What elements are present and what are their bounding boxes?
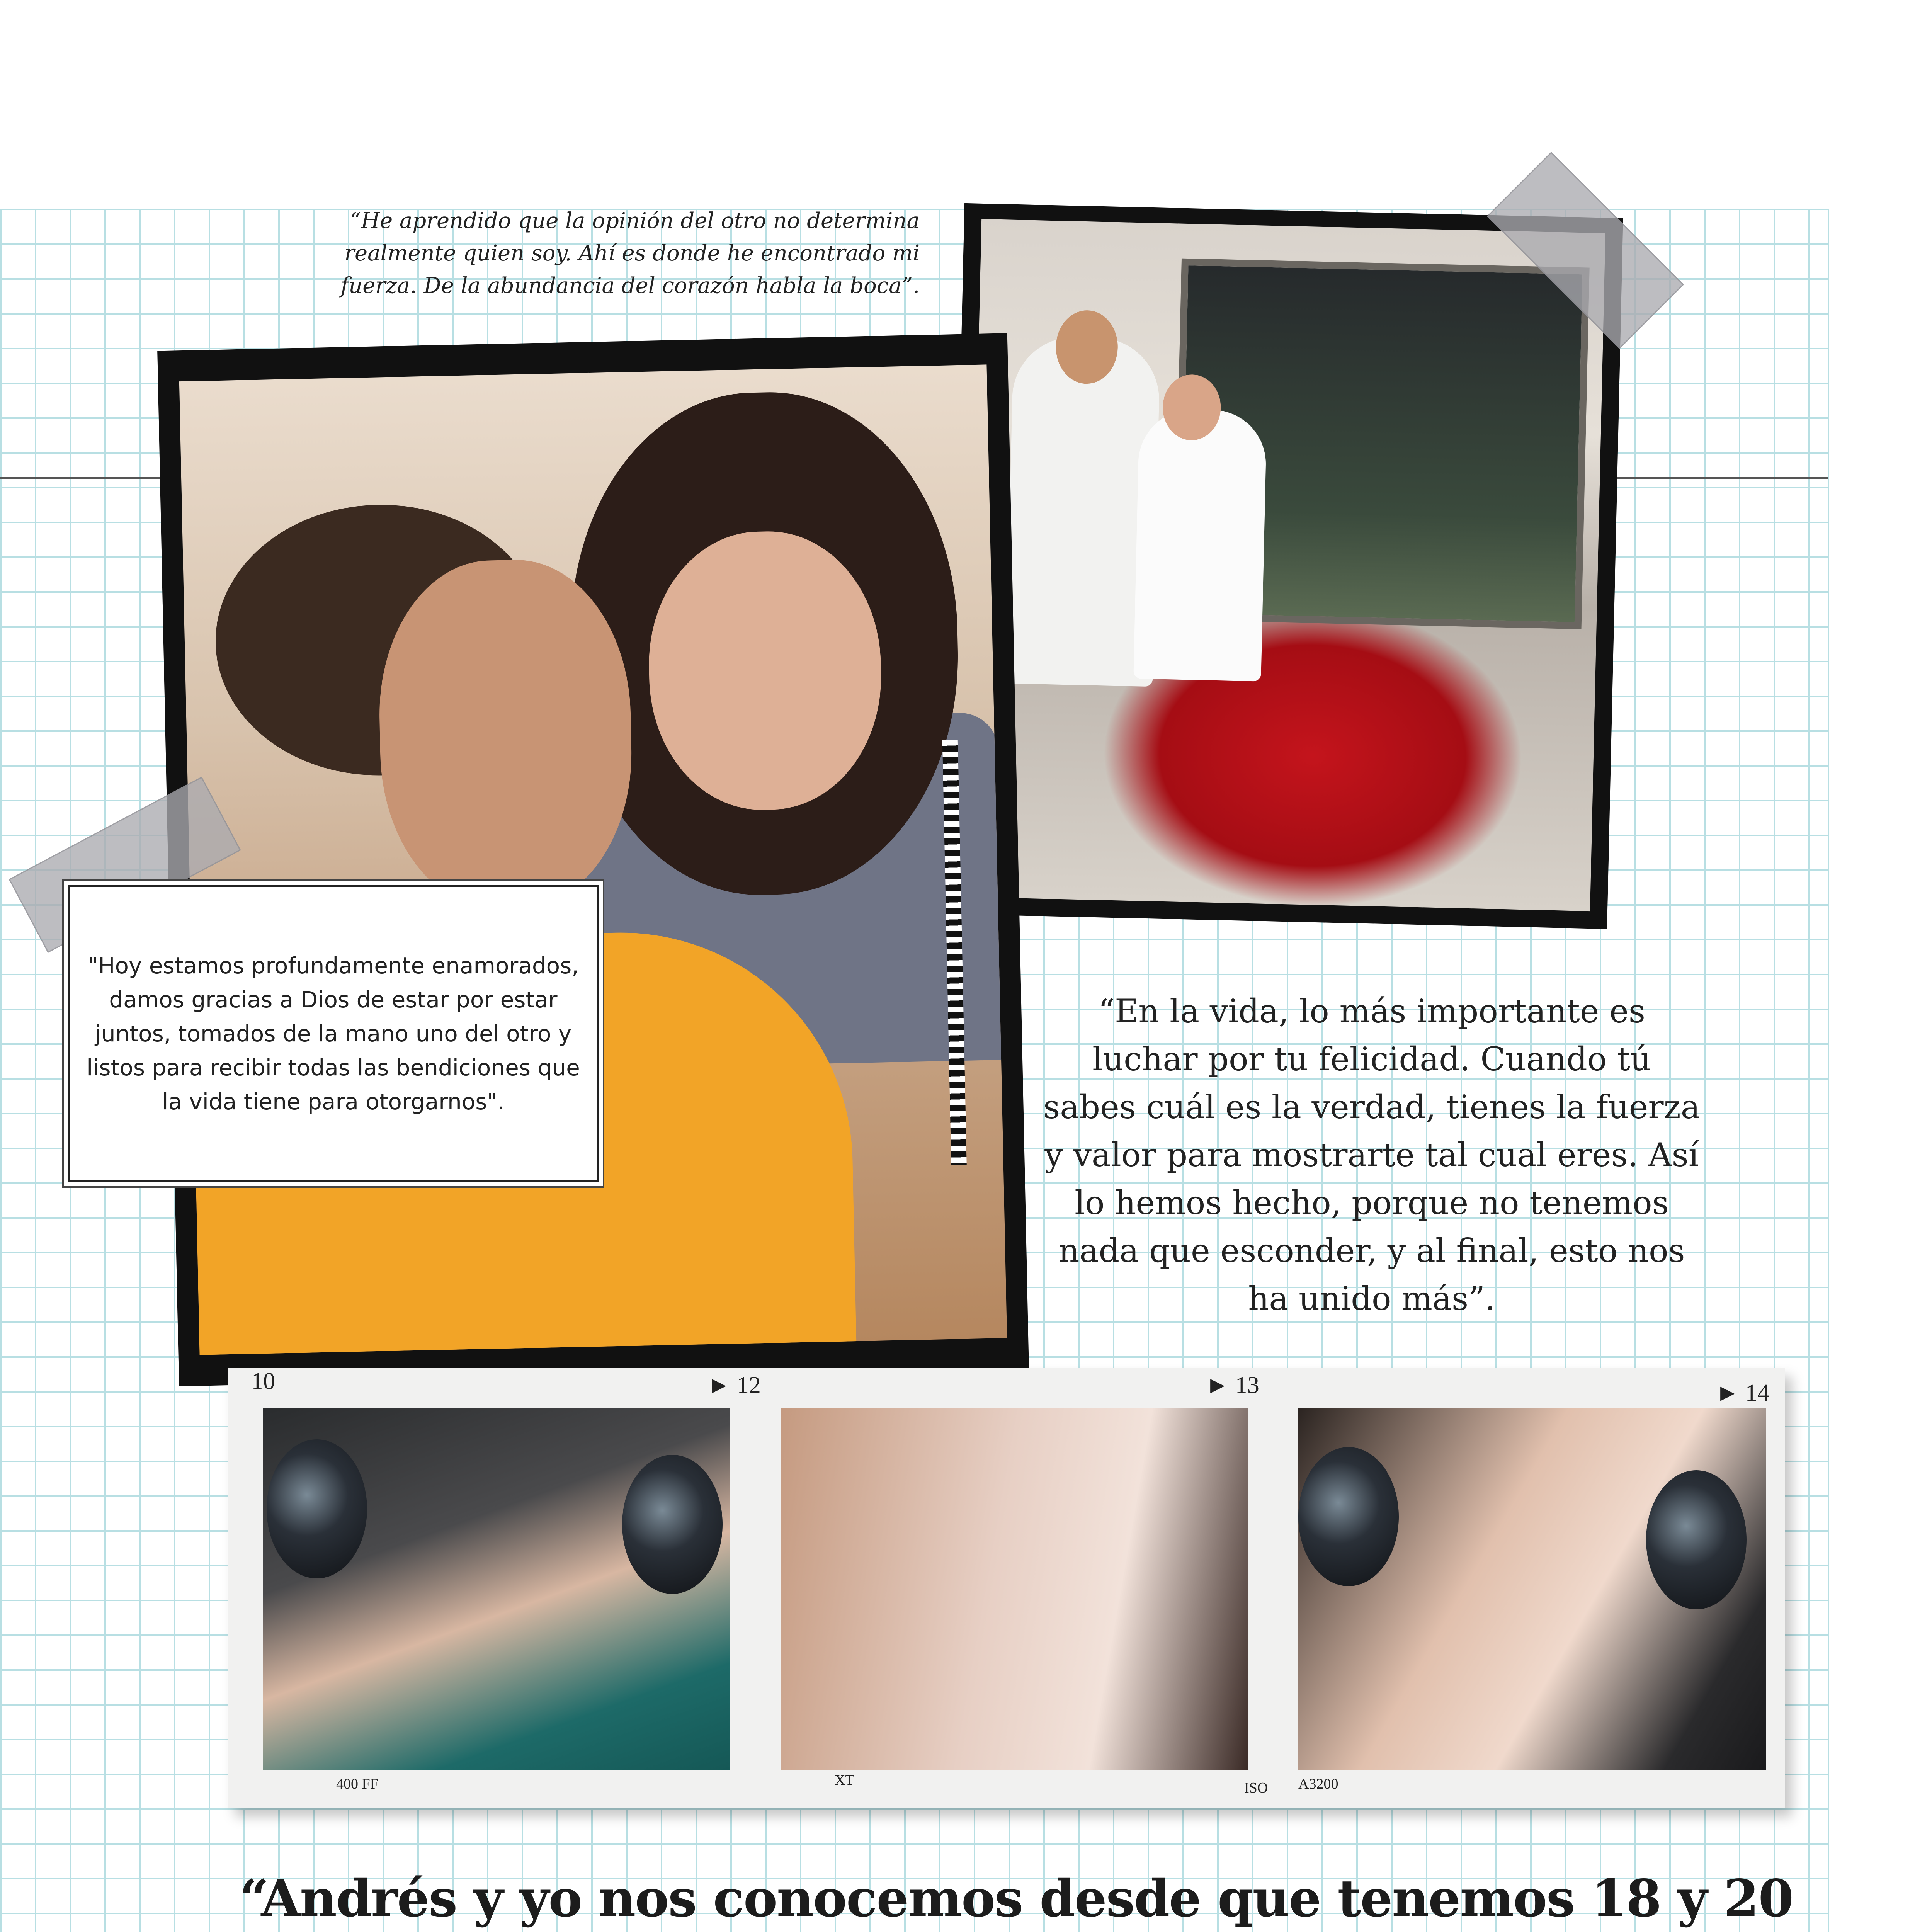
quote-big: “Andrés y yo nos conocemos desde que tenemos 18 y 20 [239, 1869, 1793, 1929]
film-code: ISO [1244, 1780, 1268, 1796]
quote-box-text: "Hoy estamos profundamente enamorados, damos gracias a Dios de estar por estar juntos, tomados de la mano uno del otro y listos para recibir todas las bendiciones que la vida tiene para otorgarnos". [87, 952, 580, 1115]
photo-frame-couple [157, 333, 1029, 1386]
headphone-icon [267, 1439, 367, 1578]
quote-right: “En la vida, lo más importante es luchar por tu felicidad. Cuando tú sabes cuál es la verdad, tienes la fuerza y valor para mostrarte tal cual eres. Así lo hemos hecho, porque no tenemos nada que esconder, y al final, esto nos ha unido más”. [1043, 992, 1700, 1318]
photo-couple-forehead [179, 364, 1007, 1355]
film-photo-headphones-hug [263, 1408, 730, 1770]
film-number: 10 [251, 1368, 275, 1395]
film-number: ► 12 [707, 1372, 761, 1398]
film-number: ► 13 [1206, 1372, 1259, 1398]
film-photo-kiss [1298, 1408, 1766, 1770]
film-number: ► 14 [1716, 1380, 1769, 1406]
headphone-icon [1298, 1447, 1399, 1586]
film-photo-closeup [781, 1408, 1248, 1770]
photo-frame-roses [948, 203, 1623, 929]
photo-woman-face [646, 529, 884, 812]
photo-couple-with-roses [966, 219, 1605, 911]
quote-box [68, 885, 599, 1182]
film-strip [228, 1368, 1785, 1808]
headphone-icon [622, 1455, 723, 1594]
headphone-icon [1646, 1470, 1747, 1609]
film-code: 400 FF [336, 1776, 378, 1792]
film-code: XT [835, 1772, 854, 1788]
film-code: A3200 [1298, 1776, 1338, 1792]
photo-woman-figure [1133, 408, 1267, 681]
quote-top: “He aprendido que la opinión del otro no determina realmente quien soy. Ahí es donde he encontrado mi fuerza. De la abundancia del corazón habla la boca”. [340, 208, 920, 298]
photo-man-face [376, 558, 635, 910]
